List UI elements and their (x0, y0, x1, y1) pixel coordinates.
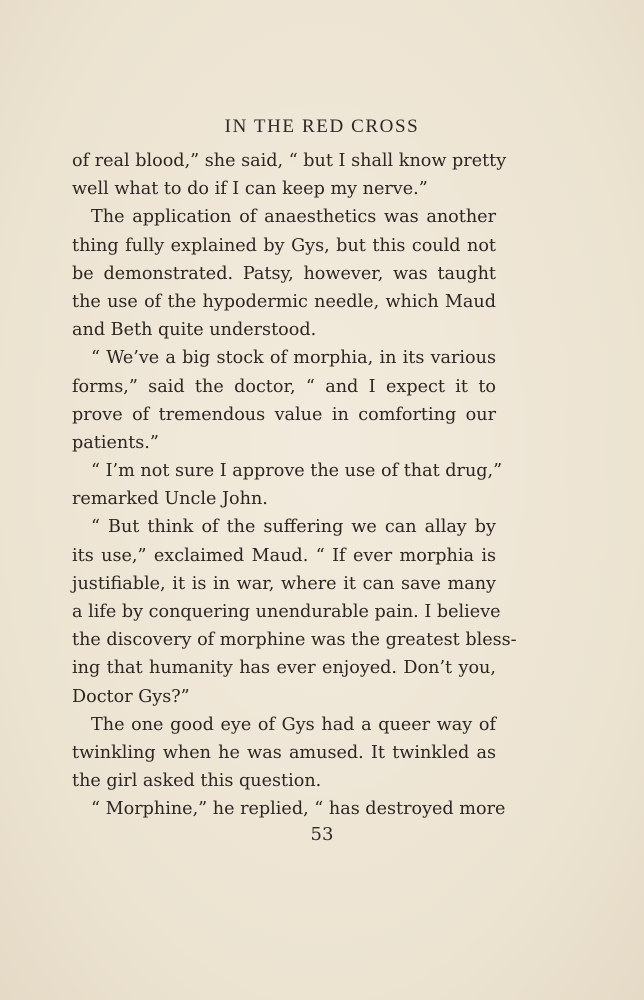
text-line: prove of tremendous value in comforting our (72, 404, 496, 425)
text-line: thing fully explained by Gys, but this could not (72, 235, 496, 256)
text-line: ing that humanity has ever enjoyed. Don’t you, (72, 658, 496, 679)
text-line: of real blood,” she said, “ but I shall know pretty (72, 151, 507, 171)
text-line: and Beth quite understood. (72, 320, 317, 341)
text-line: justifiable, it is in war, where it can save many (72, 573, 496, 594)
text-line: forms,” said the doctor, “ and I expect it to (72, 376, 496, 397)
text-line: The application of anaesthetics was another (91, 207, 496, 228)
text-line: twinkling when he was amused. It twinkled as (72, 742, 496, 763)
text-line: the use of the hypodermic needle, which Maud (72, 291, 496, 312)
text-line: patients.” (72, 432, 159, 453)
body-text (72, 147, 517, 824)
running-head: IN THE RED CROSS (224, 116, 420, 137)
text-line: the discovery of morphine was the greatest bless- (72, 630, 517, 651)
page-number: 53 (310, 824, 334, 845)
text-line: its use,” exclaimed Maud. “ If ever morphia is (72, 545, 496, 566)
text-line: Doctor Gys?” (72, 686, 190, 707)
text-line: “ Morphine,” he replied, “ has destroyed more (91, 799, 506, 820)
text-line: “ But think of the suffering we can allay by (91, 517, 496, 538)
text-line: the girl asked this question. (72, 771, 322, 792)
text-line: well what to do if I can keep my nerve.” (72, 179, 428, 200)
text-line: remarked Uncle John. (72, 489, 268, 510)
text-line: The one good eye of Gys had a queer way of (91, 714, 496, 735)
text-line: a life by conquering unendurable pain. I believe (72, 602, 501, 622)
text-line: “ I’m not sure I approve the use of that drug,” (91, 461, 503, 482)
text-line: be demonstrated. Patsy, however, was taught (72, 263, 496, 284)
text-line: “ We’ve a big stock of morphia, in its various (91, 348, 496, 369)
